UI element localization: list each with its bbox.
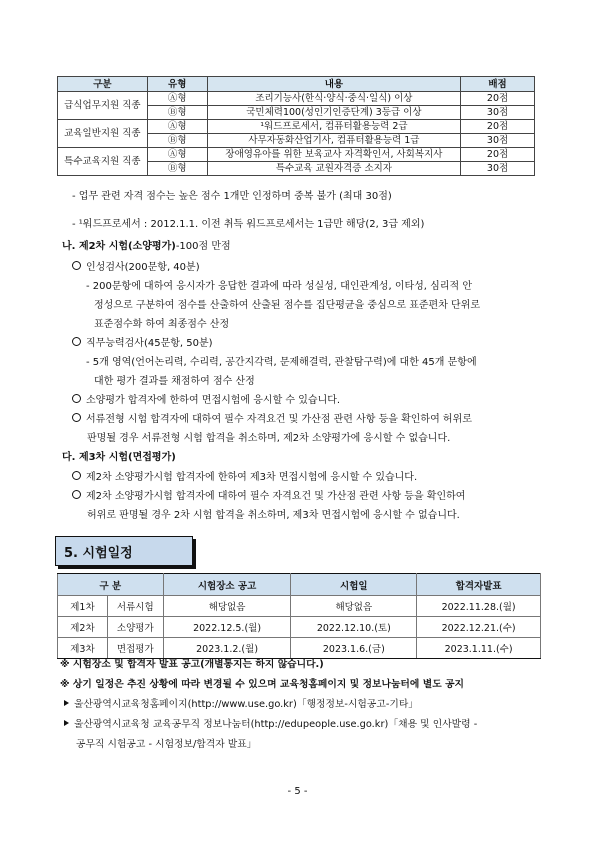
result-cell: 2022.12.21.(수)	[417, 617, 541, 638]
competency-desc-1: - 5개 영역(언어논리력, 수리력, 공간지각력, 문제해결력, 관찰탐구력)에 대한 45개 문항에	[86, 357, 477, 368]
content-cell: 장애영유아를 위한 보육교사 자격확인서, 사회복지사	[207, 148, 460, 162]
link-info-board-text[interactable]: 울산광역시교육청 교육공무직 정보나눔터(http://edupeople.use.go.kr)「채용 및 인사발령 -	[74, 719, 478, 730]
round-cell: 제3차	[58, 638, 108, 659]
header-exam-date: 시험일	[291, 574, 417, 596]
triangle-bullet-icon	[64, 700, 69, 706]
score-cell: 20점	[461, 120, 535, 134]
result-cell: 2022.11.28.(월)	[417, 596, 541, 617]
table-row	[58, 148, 535, 162]
da-bullet-2	[72, 490, 465, 504]
date-cell: 2023.1.6.(금)	[291, 638, 417, 659]
content-cell: 국민체력100(성인기인증단계) 3등급 이상	[207, 106, 460, 120]
circle-bullet-icon	[72, 471, 81, 480]
qualification-table	[57, 76, 535, 176]
table-row	[58, 92, 535, 106]
content-cell: ¹워드프로세서, 컴퓨터활용능력 2급	[207, 120, 460, 134]
section-5-header	[55, 536, 193, 566]
content-cell: 특수교육 교원자격증 소지자	[207, 162, 460, 176]
kind-cell: 면접평가	[107, 638, 163, 659]
da-bullet-2-cont: 허위로 판명될 경우 2차 시험 합격을 취소하며, 제3차 면접시험에 응시할 수 없습니다.	[87, 510, 460, 521]
table-row	[58, 617, 541, 638]
group-name: 특수교육지원 직종	[58, 148, 148, 176]
circle-bullet-icon	[72, 394, 81, 403]
qualification-header-row	[58, 77, 535, 92]
score-cell: 30점	[461, 106, 535, 120]
header-type: 유형	[147, 77, 207, 92]
group-name: 교육일반지원 직종	[58, 120, 148, 148]
type-cell: Ⓐ형	[147, 92, 207, 106]
link-info-board-cont: 공무직 시험공고 - 시험정보/합격자 발표」	[76, 739, 257, 750]
triangle-bullet-icon	[64, 720, 69, 726]
notice-cell: 해당없음	[163, 596, 291, 617]
header-score: 배점	[461, 77, 535, 92]
na-bullet-3	[72, 394, 340, 408]
score-cell: 20점	[461, 148, 535, 162]
header-content: 내용	[207, 77, 460, 92]
section-na-suffix: -100점 만점	[175, 241, 231, 252]
content-cell: 사무자동화산업기사, 컴퓨터활용능력 1급	[207, 134, 460, 148]
circle-bullet-icon	[72, 413, 81, 422]
page-number: - 5 -	[287, 786, 308, 797]
header-division: 구 분	[58, 574, 164, 596]
kind-cell: 서류시험	[107, 596, 163, 617]
round-cell: 제1차	[58, 596, 108, 617]
header-notice: 시험장소 공고	[163, 574, 291, 596]
personality-desc-1: - 200문항에 대하여 응시자가 응답한 결과에 따라 성실성, 대인관계성, 이타성, 심리적 안	[86, 281, 472, 292]
personality-desc-3: 표준점수화 하여 최종점수 산정	[94, 319, 230, 330]
link-homepage	[64, 698, 418, 712]
circle-bullet-icon	[72, 490, 81, 499]
personality-desc-2: 정성으로 구분하여 점수를 산출하여 산출된 점수를 집단평균을 중심으로 표준편차 단위로	[94, 300, 481, 311]
na-bullet-4	[72, 413, 472, 427]
score-cell: 30점	[461, 162, 535, 176]
content-cell: 조리기능사(한식·양식·중식·일식) 이상	[207, 92, 460, 106]
circle-bullet-icon	[72, 337, 81, 346]
header-result: 합격자발표	[417, 574, 541, 596]
note-word-processor: - ¹워드프로세서 : 2012.1.1. 이전 취득 워드프로세서는 1급만 해당(2, 3급 제외)	[72, 219, 425, 230]
personality-heading	[72, 261, 200, 275]
da-bullet-1-text: 제2차 소양평가시험 합격자에 한하여 제3차 면접시험에 응시할 수 있습니다.	[86, 472, 418, 483]
da-bullet-1	[72, 471, 417, 485]
na-bullet-4-cont: 판명될 경우 서류전형 시험 합격을 취소하며, 제2차 소양평가에 응시할 수 없습니다.	[87, 433, 451, 444]
link-homepage-text[interactable]: 울산광역시교육청홈페이지(http://www.use.go.kr)「행정정보-시험공고-기타」	[74, 699, 419, 710]
competency-heading-text: 직무능력검사(45문항, 50분)	[86, 338, 213, 349]
section-na-heading	[62, 240, 231, 254]
link-info-board	[64, 718, 477, 732]
date-cell: 해당없음	[291, 596, 417, 617]
section-na-title: 나. 제2차 시험(소양평가)	[62, 241, 176, 252]
date-cell: 2022.12.10.(토)	[291, 617, 417, 638]
table-row	[58, 120, 535, 134]
note-schedule-change: ※ 상기 일정은 추진 상황에 따라 변경될 수 있으며 교육청홈페이지 및 정보나눔터에 별도 공지	[60, 679, 465, 690]
da-bullet-2-text: 제2차 소양평가시험 합격자에 대하여 필수 자격요건 및 가산점 관련 사항 등을 확인하여	[86, 491, 466, 502]
header-category: 구분	[58, 77, 148, 92]
result-cell: 2023.1.11.(수)	[417, 638, 541, 659]
na-bullet-4-text: 서류전형 시험 합격자에 대하여 필수 자격요건 및 가산점 관련 사항 등을 확인하여 허위로	[86, 414, 472, 425]
type-cell: Ⓑ형	[147, 106, 207, 120]
kind-cell: 소양평가	[107, 617, 163, 638]
competency-heading	[72, 337, 213, 351]
table-row	[58, 596, 541, 617]
note-max-score: - 업무 관련 자격 점수는 높은 점수 1개만 인정하며 중복 불가 (최대 30점)	[72, 191, 392, 202]
section-5-title: 5. 시험일정	[64, 546, 133, 561]
schedule-table	[57, 573, 541, 659]
personality-heading-text: 인성검사(200문항, 40분)	[86, 262, 200, 273]
type-cell: Ⓑ형	[147, 162, 207, 176]
competency-desc-2: 대한 평가 결과를 채점하여 점수 산정	[94, 376, 255, 387]
score-cell: 20점	[461, 92, 535, 106]
type-cell: Ⓑ형	[147, 134, 207, 148]
type-cell: Ⓐ형	[147, 148, 207, 162]
circle-bullet-icon	[72, 261, 81, 270]
score-cell: 30점	[461, 134, 535, 148]
table-row	[58, 638, 541, 659]
schedule-header-row	[58, 574, 541, 596]
notice-cell: 2023.1.2.(월)	[163, 638, 291, 659]
section-da-title: 다. 제3차 시험(면접평가)	[62, 452, 176, 463]
note-announcement: ※ 시험장소 및 합격자 발표 공고(개별통지는 하지 않습니다.)	[60, 659, 324, 670]
na-bullet-3-text: 소양평가 합격자에 한하여 면접시험에 응시할 수 있습니다.	[86, 395, 341, 406]
notice-cell: 2022.12.5.(월)	[163, 617, 291, 638]
type-cell: Ⓐ형	[147, 120, 207, 134]
group-name: 급식업무지원 직종	[58, 92, 148, 120]
round-cell: 제2차	[58, 617, 108, 638]
